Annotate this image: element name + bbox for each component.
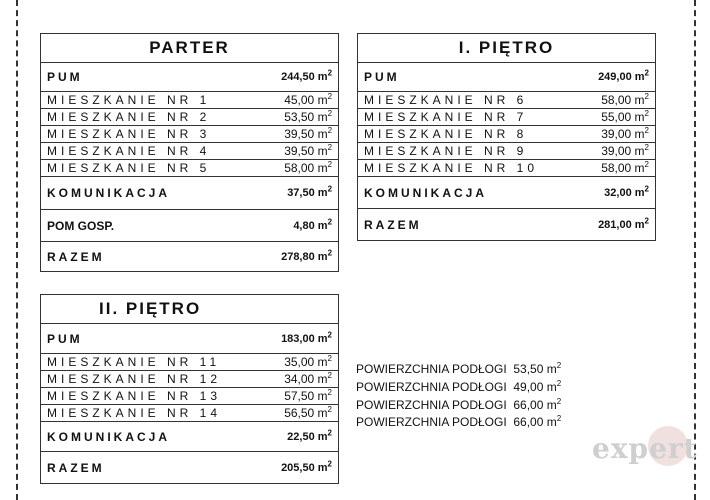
komunikacja-value: 22,50 $m^2$: [241, 422, 339, 452]
apartment-area: 56,50 $m^2$: [241, 405, 339, 422]
razem-label: RAZEM: [47, 460, 105, 475]
floor-area-note: POWIERZCHNIA PODŁOGI 66,00 $m^2$: [356, 414, 562, 429]
apartment-area: 39,00 $m^2$: [558, 143, 656, 160]
komunikacja-label: KOMUNIKACJA: [41, 177, 241, 210]
apartment-area: 55,00 $m^2$: [558, 109, 656, 126]
pum-label: PUM: [41, 324, 241, 354]
pum-label: PUM: [41, 63, 241, 92]
razem-value: 281,00 $m^2$: [598, 215, 649, 231]
page-edge-right: [694, 0, 696, 500]
apartment-area: 39,50 $m^2$: [241, 143, 339, 160]
komunikacja-value: 32,00 $m^2$: [558, 177, 656, 209]
apartment-area: 58,00 $m^2$: [241, 160, 339, 177]
apartment-label: MIESZKANIE NR 13: [41, 388, 241, 405]
pom-gosp-value: 4,80 $m^2$: [241, 210, 339, 242]
apartment-area: 39,50 $m^2$: [241, 126, 339, 143]
apartment-label: MIESZKANIE NR 14: [41, 405, 241, 422]
apartment-label: MIESZKANIE NR 4: [41, 143, 241, 160]
apartment-label: MIESZKANIE NR 9: [358, 143, 558, 160]
apartment-label: MIESZKANIE NR 8: [358, 126, 558, 143]
pum-value: 244,50 $m^2$: [241, 63, 339, 92]
komunikacja-value: 37,50 $m^2$: [241, 177, 339, 210]
razem-label: RAZEM: [47, 249, 105, 264]
pum-label: PUM: [358, 63, 558, 92]
page-edge-left: [16, 0, 18, 500]
apartment-label: MIESZKANIE NR 6: [358, 92, 558, 109]
apartment-label: MIESZKANIE NR 5: [41, 160, 241, 177]
apartment-label: MIESZKANIE NR 12: [41, 371, 241, 388]
apartment-area: 57,50 $m^2$: [241, 388, 339, 405]
apartment-area: 39,00 $m^2$: [558, 126, 656, 143]
apartment-area: 34,00 $m^2$: [241, 371, 339, 388]
komunikacja-label: KOMUNIKACJA: [41, 422, 241, 452]
pom-gosp-label: POM GOSP.: [41, 210, 241, 242]
komunikacja-label: KOMUNIKACJA: [358, 177, 558, 209]
table-title: PARTER: [41, 34, 339, 63]
apartment-area: 35,00 $m^2$: [241, 354, 339, 371]
apartment-rows: [41, 92, 339, 177]
apartment-label: MIESZKANIE NR 1: [41, 92, 241, 109]
apartment-rows: [358, 92, 656, 177]
apartment-label: MIESZKANIE NR 2: [41, 109, 241, 126]
apartment-area: 53,50 $m^2$: [241, 109, 339, 126]
table-parter: [40, 33, 339, 272]
table-title: II. PIĘTRO: [41, 295, 339, 324]
apartment-area: 58,00 $m^2$: [558, 160, 656, 177]
table-pietro-1: [357, 33, 656, 241]
apartment-area: 58,00 $m^2$: [558, 92, 656, 109]
apartment-area: 45,00 $m^2$: [241, 92, 339, 109]
pum-value: 249,00 $m^2$: [558, 63, 656, 92]
apartment-label: MIESZKANIE NR 11: [41, 354, 241, 371]
apartment-label: MIESZKANIE NR 10: [358, 160, 558, 177]
table-pietro-2: [40, 294, 339, 484]
razem-label: RAZEM: [364, 217, 422, 232]
apartment-label: MIESZKANIE NR 7: [358, 109, 558, 126]
table-title: I. PIĘTRO: [358, 34, 656, 63]
pum-value: 183,00 $m^2$: [241, 324, 339, 354]
apartment-label: MIESZKANIE NR 3: [41, 126, 241, 143]
razem-value: 205,50 $m^2$: [281, 458, 332, 474]
razem-value: 278,80 $m^2$: [281, 247, 333, 263]
watermark-logo: expert: [592, 432, 698, 465]
floor-area-note: POWIERZCHNIA PODŁOGI 49,00 $m^2$: [356, 379, 562, 394]
apartment-rows: [41, 354, 339, 422]
floor-area-note: POWIERZCHNIA PODŁOGI 53,50 $m^2$: [356, 361, 562, 376]
floor-area-note: POWIERZCHNIA PODŁOGI 66,00 $m^2$: [356, 397, 562, 412]
